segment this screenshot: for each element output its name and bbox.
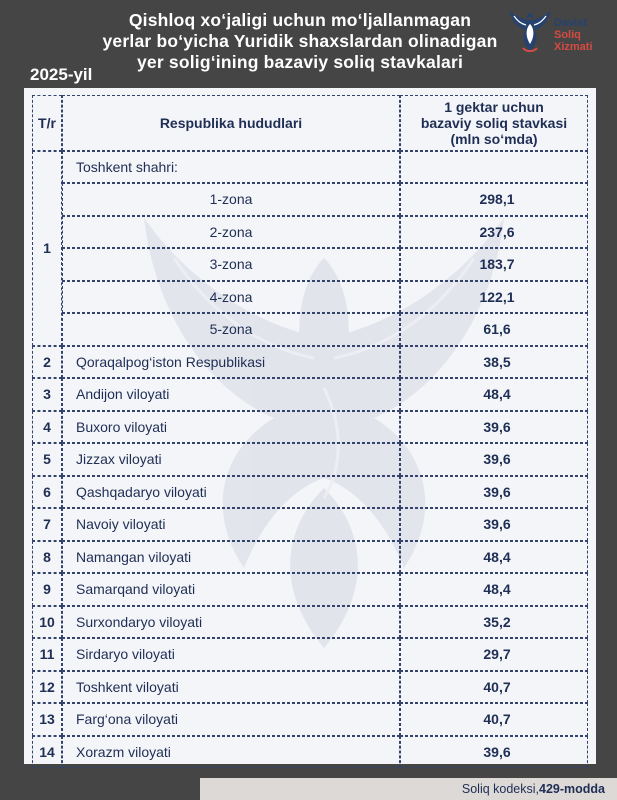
region-rate: 48,4 — [400, 541, 588, 574]
table-row — [32, 411, 588, 444]
zone-rate: 237,6 — [400, 216, 588, 249]
zone-name: 3-zona — [62, 248, 400, 281]
table-row — [32, 443, 588, 476]
city-rate-empty — [400, 151, 588, 183]
region-rate: 40,7 — [400, 671, 588, 704]
column-header-region: Respublika hududlari — [62, 95, 400, 151]
zone-name: 5-zona — [62, 313, 400, 346]
region-rate: 39,6 — [400, 443, 588, 476]
table-row — [32, 346, 588, 379]
region-rate: 38,5 — [400, 346, 588, 379]
row-number-city: 1 — [32, 151, 62, 346]
table-row-zone — [32, 183, 588, 216]
rate-header-line-1: 1 gektar uchun — [444, 99, 544, 115]
region-name: Surxondaryo viloyati — [62, 606, 400, 639]
table-row — [32, 541, 588, 574]
row-number: 13 — [32, 703, 62, 736]
region-name: Andijon viloyati — [62, 378, 400, 411]
region-name: Navoiy viloyati — [62, 508, 400, 541]
table-panel — [24, 88, 596, 764]
region-rate: 29,7 — [400, 638, 588, 671]
region-rate: 48,4 — [400, 573, 588, 606]
row-number: 8 — [32, 541, 62, 574]
table-row — [32, 573, 588, 606]
table-row — [32, 703, 588, 736]
table-row — [32, 736, 588, 769]
tax-rate-table — [32, 95, 588, 768]
region-rate: 39,6 — [400, 736, 588, 769]
logo-text — [554, 17, 593, 53]
title-line-2: yerlar bo‘yicha Yuridik shaxslardan olinadigan — [102, 31, 498, 51]
region-name: Qashqadaryo viloyati — [62, 476, 400, 509]
title-line-1: Qishloq xo‘jaligi uchun mo‘ljallanmagan — [128, 10, 472, 30]
region-name: Qoraqalpog‘iston Respublikasi — [62, 346, 400, 379]
rate-header-line-3: (mln so‘mda) — [450, 131, 538, 147]
footer-article: 429-modda — [539, 782, 605, 796]
logo-line-3: Xizmati — [554, 41, 593, 53]
zone-rate: 122,1 — [400, 281, 588, 314]
footer-source: Soliq kodeksi, — [461, 782, 539, 796]
row-number: 2 — [32, 346, 62, 379]
row-number: 11 — [32, 638, 62, 671]
source-footer — [200, 778, 617, 800]
table-row — [32, 378, 588, 411]
zone-name: 1-zona — [62, 183, 400, 216]
table-row-zone — [32, 248, 588, 281]
row-number: 14 — [32, 736, 62, 769]
row-number: 10 — [32, 606, 62, 639]
zone-rate: 298,1 — [400, 183, 588, 216]
region-name: Xorazm viloyati — [62, 736, 400, 769]
zone-rate: 61,6 — [400, 313, 588, 346]
table-row-zone — [32, 313, 588, 346]
title-line-3: yer solig‘ining bazaviy soliq stavkalari — [136, 52, 464, 72]
region-rate: 39,6 — [400, 476, 588, 509]
region-name: Sirdaryo viloyati — [62, 638, 400, 671]
logo — [508, 6, 608, 58]
column-header-rate — [400, 95, 588, 151]
region-rate: 35,2 — [400, 606, 588, 639]
row-number: 12 — [32, 671, 62, 704]
table-row-zone — [32, 216, 588, 249]
rate-header-line-2: bazaviy soliq stavkasi — [420, 115, 568, 131]
region-rate: 48,4 — [400, 378, 588, 411]
row-number: 9 — [32, 573, 62, 606]
row-number: 4 — [32, 411, 62, 444]
table-row — [32, 606, 588, 639]
zone-name: 2-zona — [62, 216, 400, 249]
region-name: Namangan viloyati — [62, 541, 400, 574]
table-row — [32, 671, 588, 704]
logo-line-1: Davlat — [554, 17, 588, 29]
region-rate: 39,6 — [400, 411, 588, 444]
row-number: 7 — [32, 508, 62, 541]
region-name: Farg‘ona viloyati — [62, 703, 400, 736]
region-rate: 40,7 — [400, 703, 588, 736]
city-name: Toshkent shahri: — [62, 151, 400, 183]
logo-line-2: Soliq — [554, 29, 581, 41]
page-title — [90, 10, 510, 73]
table-row-zone — [32, 281, 588, 314]
table-row — [32, 508, 588, 541]
table-row — [32, 638, 588, 671]
zone-rate: 183,7 — [400, 248, 588, 281]
row-number: 5 — [32, 443, 62, 476]
region-rate: 39,6 — [400, 508, 588, 541]
row-number: 6 — [32, 476, 62, 509]
region-name: Jizzax viloyati — [62, 443, 400, 476]
column-header-number: T/r — [32, 95, 62, 151]
year-label: 2025-yil — [30, 65, 93, 84]
table-header-row — [32, 95, 588, 151]
eagle-emblem-icon — [508, 8, 552, 56]
table-row — [32, 476, 588, 509]
row-number: 3 — [32, 378, 62, 411]
region-name: Toshkent viloyati — [62, 671, 400, 704]
region-name: Buxoro viloyati — [62, 411, 400, 444]
table-row-city — [32, 151, 588, 183]
zone-name: 4-zona — [62, 281, 400, 314]
region-name: Samarqand viloyati — [62, 573, 400, 606]
